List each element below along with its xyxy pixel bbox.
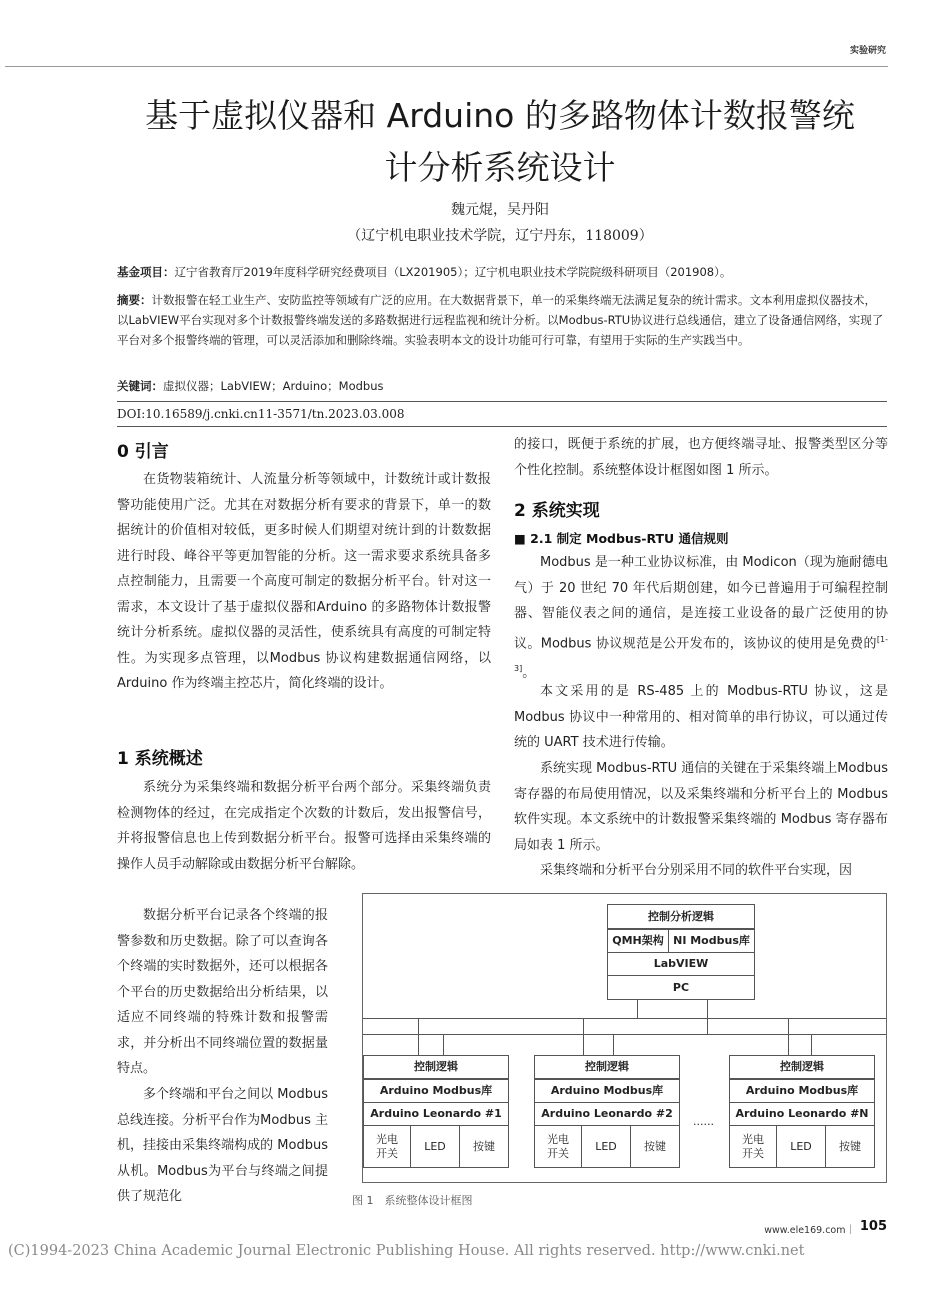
t2-board-box: Arduino Leonardo #2 (534, 1102, 680, 1126)
labview-box: LabVIEW (607, 952, 755, 976)
page-number: 105 (859, 1219, 887, 1234)
citation: [1-3] (514, 634, 888, 674)
t1-key-box: 按键 (459, 1125, 509, 1168)
t1-photo-switch-label: 光电开关 (376, 1132, 398, 1160)
pc-box: PC (607, 975, 755, 1000)
fund-label: 基金项目： (117, 265, 175, 279)
tn-board-box: Arduino Leonardo #N (729, 1102, 875, 1126)
section-0-paragraph: 在货物装箱统计、人流量分析等领域中，计数统计或计数报警功能使用广泛。尤其在对数据分析有要求的背景下，单一的数据统计的价值相对较低，更多时候人们期望对统计到的计数数据进行时段、峰谷平等更加智能的分析。这一需求要求系统具备多点控制能力，且需要一个高度可制定的数据分析平台。针对这一需求，本文设计了基于虚拟仪器和Arduino 的多路物体计数报警统计分析系统。虚拟仪器的灵活性，使系统具有高度的可制定特性。为实现多点管理，以Modbus 协议构建数据通信网络，以 Arduino 作为终端主控芯片，简化终端的设计。 (117, 472, 491, 691)
t2-led-box: LED (581, 1125, 631, 1168)
title-line-2: 计分析系统设计 (384, 148, 616, 187)
fund-info (117, 262, 887, 282)
title-line-1: 基于虚拟仪器和 Arduino 的多路物体计数报警统 (145, 96, 855, 135)
t2-photo-switch-label: 光电开关 (547, 1132, 569, 1160)
figure-1-diagram (362, 893, 887, 1183)
paragraph-text: Modbus 是一种工业协议标准，由 Modicon（现为施耐德电气）于 20 世纪 70 年代后期创建，如今已普遍用于可编程控制器、智能仪表之间的通信，是连接工业设备的最广泛使用的协议。Modbus 协议规范是公开发布的，该协议的使用是免费的 (514, 555, 888, 651)
pc-control-logic-box: 控制分析逻辑 (607, 904, 755, 929)
tn-photo-switch-box (729, 1125, 777, 1168)
header-rule (5, 66, 888, 67)
footer-site: www.ele169.com｜ (764, 1225, 855, 1236)
section-1-paragraph-2: 数据分析平台记录各个终端的报警参数和历史数据。除了可以查询各个终端的实时数据外，还可以根据各个平台的历史数据给出分析结果，以适应不同终端的特殊计数和报警需求，并分析出不同终端位置的数据量特点。 (117, 908, 328, 1076)
right-column-continuation: 的接口，既便于系统的扩展，也方便终端寻址、报警类型区分等个性化控制。系统整体设计框图如图 1 所示。 (514, 437, 888, 478)
t2-connector-a (583, 1018, 584, 1055)
tn-photo-switch-label: 光电开关 (742, 1132, 764, 1160)
section-1-paragraph-3: 多个终端和平台之间以 Modbus 总线连接。分析平台作为Modbus 主机，挂接由采集终端构成的 Modbus 从机。Modbus为平台与终端之间提供了规范化 (117, 1087, 328, 1204)
t1-photo-switch-box (363, 1125, 411, 1168)
doi-rule (117, 426, 887, 427)
authors: 魏元焜，吴丹阳 (451, 202, 549, 218)
section-2-1-paragraph-1 (514, 550, 888, 686)
abstract-text: 计数报警在轻工业生产、安防监控等领域有广泛的应用。在大数据背景下，单一的采集终端无法满足复杂的统计需求。文本利用虚拟仪器技术，以LabVIEW平台实现对多个计数报警终端发送的多路数据进行远程监视和统计分析。以Modbus-RTU协议进行总线通信，建立了设备通信网络，实现了平台对多个报警终端的管理，可以灵活添加和删除终端。实验表明本文的设计功能可行可靠，有望用于实际的生产实践当中。 (117, 293, 884, 347)
section-2-1-paragraph-2: 本文采用的是 RS-485 上的 Modbus-RTU 协议，这是Modbus 协议中一种常用的、相对简单的串行协议，可以通过传统的 UART 技术进行传输。 (514, 684, 888, 750)
abstract-rule (117, 401, 887, 402)
keywords (117, 376, 887, 396)
tn-logic-box: 控制逻辑 (729, 1055, 875, 1079)
tn-key-box: 按键 (825, 1125, 875, 1168)
qmh-box: QMH架构 (607, 929, 669, 953)
keywords-text: 虚拟仪器；LabVIEW；Arduino；Modbus (163, 379, 384, 393)
tn-lib-box: Arduino Modbus库 (729, 1079, 875, 1103)
section-2-heading: 2 系统实现 (514, 501, 600, 521)
bus-line-bottom (363, 1034, 886, 1035)
section-2-1-paragraph-4: 采集终端和分析平台分别采用不同的软件平台实现，因 (540, 863, 853, 878)
bus-line-top (363, 1018, 886, 1019)
t2-lib-box: Arduino Modbus库 (534, 1079, 680, 1103)
figure-1-caption: 图 1 系统整体设计框图 (352, 1194, 473, 1207)
t2-key-box: 按键 (630, 1125, 680, 1168)
ellipsis: ...... (693, 1115, 714, 1128)
affiliation: （辽宁机电职业技术学院，辽宁丹东，118009） (347, 228, 653, 244)
section-2-1-paragraph-3: 系统实现 Modbus-RTU 通信的关键在于采集终端上Modbus 寄存器的布局使用情况，以及采集终端和分析平台上的 Modbus 软件实现。本文系统中的计数报警采集终端的 Modbus 寄存器布局如表 1 所示。 (514, 761, 888, 853)
pc-connector-right (707, 1000, 708, 1034)
section-1-paragraph-1: 系统分为采集终端和数据分析平台两个部分。采集终端负责检测物体的经过，在完成指定个次数的计数后，发出报警信号，并将报警信息也上传到数据分析平台。报警可选择由采集终端的操作人员手动解除或由数据分析平台解除。 (117, 780, 491, 872)
t2-connector-b (613, 1034, 614, 1055)
t2-photo-switch-box (534, 1125, 582, 1168)
section-0-heading: 0 引言 (117, 442, 169, 462)
section-tag: 实验研究 (849, 46, 886, 56)
fund-text: 辽宁省教育厅2019年度科学研究经费项目（LX201905）；辽宁机电职业技术学院院级科研项目（201908）。 (174, 265, 732, 279)
pc-connector-left (637, 1000, 638, 1018)
t1-connector-a (418, 1018, 419, 1055)
section-2-1-heading: ■ 2.1 制定 Modbus-RTU 通信规则 (514, 531, 729, 546)
t1-led-box: LED (410, 1125, 460, 1168)
t2-logic-box: 控制逻辑 (534, 1055, 680, 1079)
paragraph-end: 。 (522, 665, 536, 681)
tn-led-box: LED (776, 1125, 826, 1168)
t1-logic-box: 控制逻辑 (363, 1055, 509, 1079)
copyright-line: (C)1994-2023 China Academic Journal Electronic Publishing House. All rights reserved. http://www.cnki.net (8, 1243, 805, 1259)
t3-connector-b (811, 1034, 812, 1055)
t1-lib-box: Arduino Modbus库 (363, 1079, 509, 1103)
abstract-label: 摘要： (117, 293, 152, 307)
t1-board-box: Arduino Leonardo #1 (363, 1102, 509, 1126)
keywords-label: 关键词： (117, 379, 163, 393)
t1-connector-b (443, 1034, 444, 1055)
doi: DOI:10.16589/j.cnki.cn11-3571/tn.2023.03.008 (117, 407, 405, 421)
t3-connector-a (788, 1018, 789, 1055)
abstract (117, 290, 887, 350)
section-1-heading: 1 系统概述 (117, 749, 203, 769)
article-title (100, 90, 900, 194)
ni-modbus-box: NI Modbus库 (668, 929, 755, 953)
